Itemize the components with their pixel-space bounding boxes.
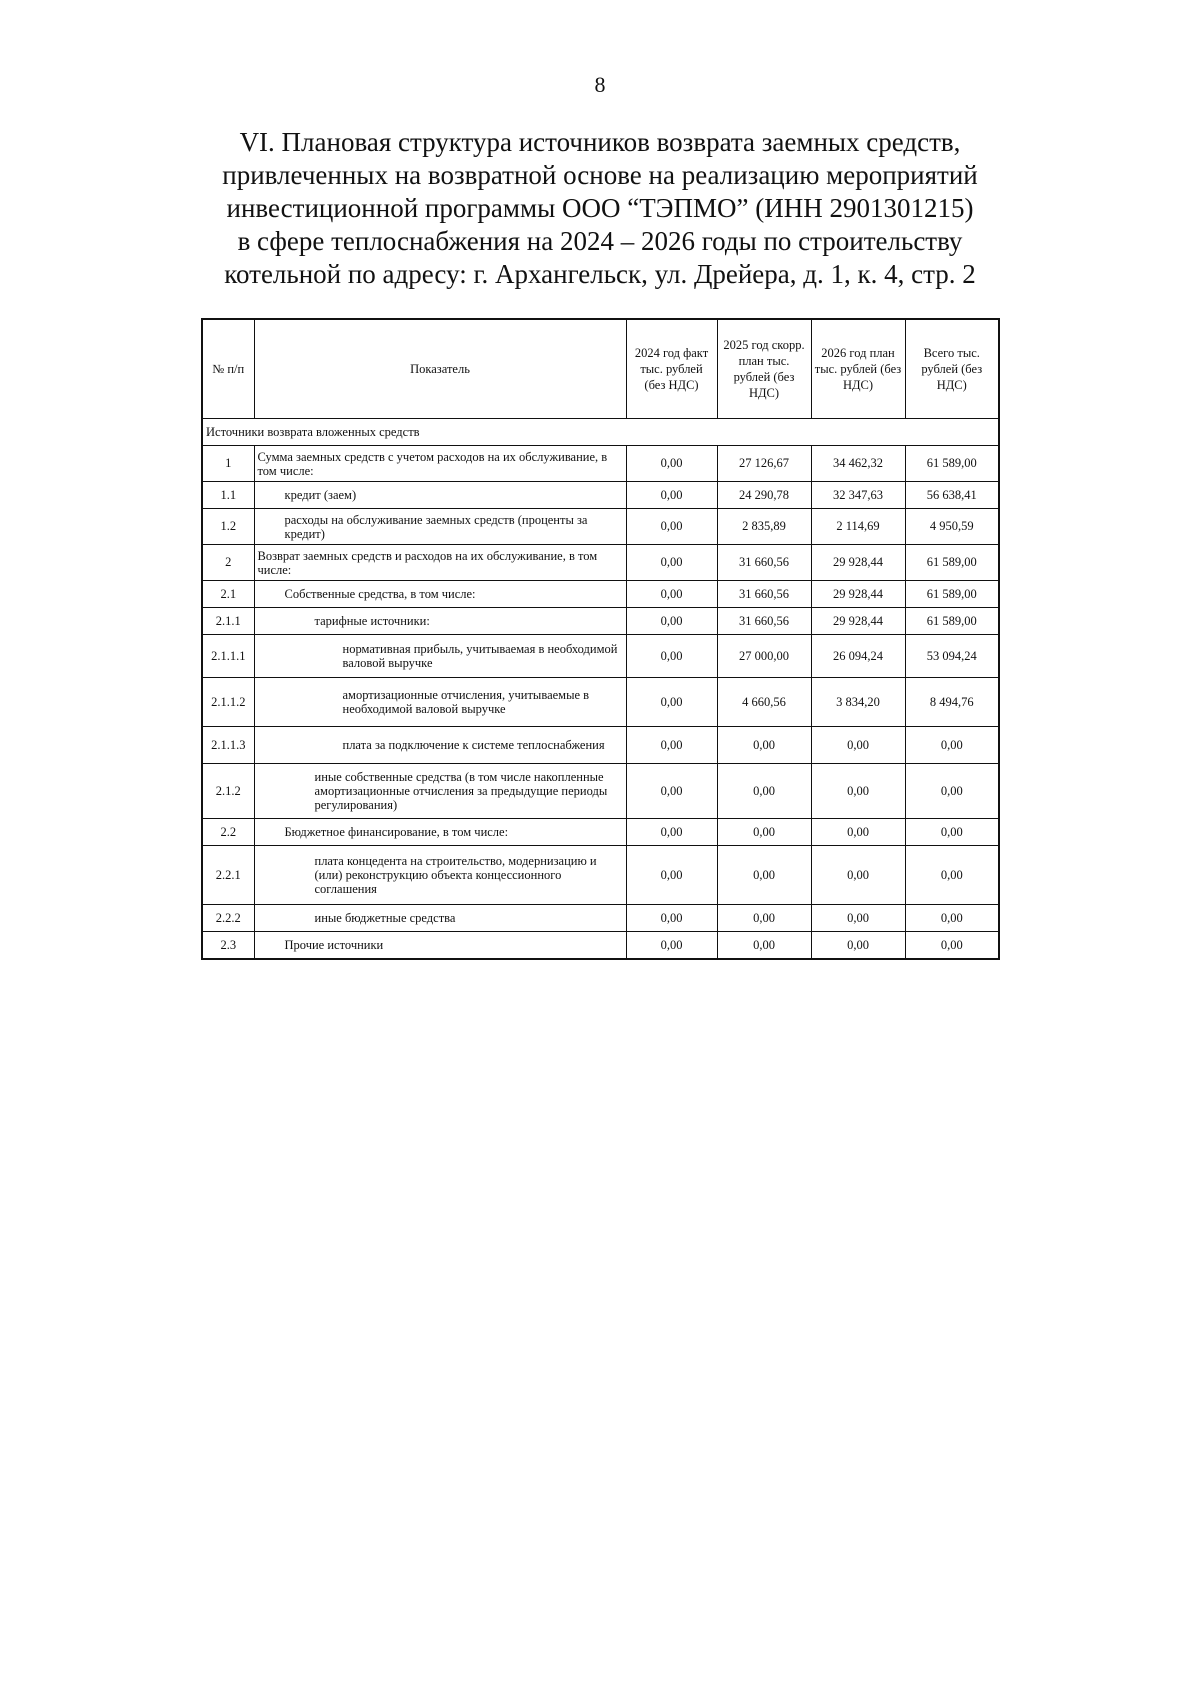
table-row: [202, 581, 999, 608]
row-value-2024: 0,00: [626, 635, 717, 678]
row-number: 2.1.1: [202, 608, 254, 635]
row-value-2026: 0,00: [811, 727, 905, 764]
row-value-2026: 29 928,44: [811, 608, 905, 635]
header-num: № п/п: [202, 319, 254, 419]
row-value-2025: 27 126,67: [717, 446, 811, 482]
row-indicator: кредит (заем): [254, 482, 626, 509]
title-line: VI. Плановая структура источников возврата заемных средств,: [239, 127, 961, 157]
row-indicator: Собственные средства, в том числе:: [254, 581, 626, 608]
table-header-row: [202, 319, 999, 419]
row-number: 2.1: [202, 581, 254, 608]
row-number: 2.1.1.3: [202, 727, 254, 764]
row-number: 2.2: [202, 819, 254, 846]
row-value-2024: 0,00: [626, 446, 717, 482]
row-value-2026: 2 114,69: [811, 509, 905, 545]
row-value-total: 0,00: [905, 764, 999, 819]
row-value-2025: 4 660,56: [717, 678, 811, 727]
row-number: 2.3: [202, 932, 254, 960]
section-label: Источники возврата вложенных средств: [202, 419, 999, 446]
row-value-2025: 0,00: [717, 905, 811, 932]
row-value-2025: 2 835,89: [717, 509, 811, 545]
table-row: [202, 509, 999, 545]
title-line: инвестиционной программы ООО “ТЭПМО” (ИНН 2901301215): [226, 193, 974, 223]
row-value-2024: 0,00: [626, 727, 717, 764]
title-line: котельной по адресу: г. Архангельск, ул. Дрейера, д. 1, к. 4, стр. 2: [224, 259, 976, 289]
table-row: [202, 764, 999, 819]
row-value-2026: 0,00: [811, 764, 905, 819]
row-value-2024: 0,00: [626, 819, 717, 846]
row-indicator: амортизационные отчисления, учитываемые в необходимой валовой выручке: [254, 678, 626, 727]
header-total: Всего тыс. рублей (без НДС): [905, 319, 999, 419]
row-value-2024: 0,00: [626, 678, 717, 727]
row-value-total: 53 094,24: [905, 635, 999, 678]
row-value-2024: 0,00: [626, 905, 717, 932]
row-value-2026: 0,00: [811, 846, 905, 905]
table-row: [202, 545, 999, 581]
table-row: [202, 482, 999, 509]
row-value-2025: 31 660,56: [717, 545, 811, 581]
row-indicator: Сумма заемных средств с учетом расходов на их обслуживание, в том числе:: [254, 446, 626, 482]
row-indicator: Возврат заемных средств и расходов на их обслуживание, в том числе:: [254, 545, 626, 581]
row-number: 2: [202, 545, 254, 581]
table-row: [202, 635, 999, 678]
row-value-2024: 0,00: [626, 509, 717, 545]
row-value-2026: 3 834,20: [811, 678, 905, 727]
page-number: 8: [594, 72, 606, 97]
row-value-total: 0,00: [905, 727, 999, 764]
row-value-2024: 0,00: [626, 545, 717, 581]
header-2026: 2026 год план тыс. рублей (без НДС): [811, 319, 905, 419]
row-value-2025: 31 660,56: [717, 581, 811, 608]
section-row: [202, 419, 999, 446]
header-indicator: Показатель: [254, 319, 626, 419]
row-value-2025: 0,00: [717, 764, 811, 819]
row-number: 1.2: [202, 509, 254, 545]
row-value-2024: 0,00: [626, 581, 717, 608]
row-value-2025: 0,00: [717, 846, 811, 905]
row-value-total: 56 638,41: [905, 482, 999, 509]
row-value-2025: 27 000,00: [717, 635, 811, 678]
row-value-2025: 0,00: [717, 932, 811, 960]
row-value-total: 61 589,00: [905, 581, 999, 608]
row-indicator: плата за подключение к системе теплоснабжения: [254, 727, 626, 764]
row-value-total: 61 589,00: [905, 608, 999, 635]
row-value-2024: 0,00: [626, 932, 717, 960]
title-line: привлеченных на возвратной основе на реализацию мероприятий: [222, 160, 978, 190]
table-row: [202, 446, 999, 482]
row-indicator: Бюджетное финансирование, в том числе:: [254, 819, 626, 846]
header-2025: 2025 год скорр. план тыс. рублей (без НДС): [717, 319, 811, 419]
document-title: [180, 126, 1020, 291]
table-row: [202, 608, 999, 635]
row-number: 1: [202, 446, 254, 482]
row-value-2024: 0,00: [626, 764, 717, 819]
row-indicator: иные собственные средства (в том числе накопленные амортизационные отчисления за предыдущие периоды регулирования): [254, 764, 626, 819]
row-value-total: 61 589,00: [905, 545, 999, 581]
row-number: 2.1.2: [202, 764, 254, 819]
table-row: [202, 905, 999, 932]
row-value-total: 0,00: [905, 819, 999, 846]
row-value-2026: 34 462,32: [811, 446, 905, 482]
row-value-2026: 0,00: [811, 932, 905, 960]
row-indicator: нормативная прибыль, учитываемая в необходимой валовой выручке: [254, 635, 626, 678]
row-value-2024: 0,00: [626, 608, 717, 635]
row-value-2025: 24 290,78: [717, 482, 811, 509]
row-indicator: Прочие источники: [254, 932, 626, 960]
row-value-2026: 0,00: [811, 905, 905, 932]
row-number: 2.2.2: [202, 905, 254, 932]
row-value-2025: 0,00: [717, 819, 811, 846]
title-line: в сфере теплоснабжения на 2024 – 2026 годы по строительству: [237, 226, 963, 256]
table-row: [202, 819, 999, 846]
row-value-2024: 0,00: [626, 846, 717, 905]
row-value-total: 8 494,76: [905, 678, 999, 727]
row-value-2025: 0,00: [717, 727, 811, 764]
row-indicator: расходы на обслуживание заемных средств (проценты за кредит): [254, 509, 626, 545]
row-value-2026: 29 928,44: [811, 581, 905, 608]
table-row: [202, 678, 999, 727]
row-number: 2.1.1.1: [202, 635, 254, 678]
row-value-2025: 31 660,56: [717, 608, 811, 635]
header-2024: 2024 год факт тыс. рублей (без НДС): [626, 319, 717, 419]
row-value-2026: 32 347,63: [811, 482, 905, 509]
row-value-total: 61 589,00: [905, 446, 999, 482]
row-number: 1.1: [202, 482, 254, 509]
row-number: 2.1.1.2: [202, 678, 254, 727]
row-value-2026: 0,00: [811, 819, 905, 846]
row-value-total: 0,00: [905, 905, 999, 932]
row-value-total: 4 950,59: [905, 509, 999, 545]
row-value-2026: 26 094,24: [811, 635, 905, 678]
row-indicator: тарифные источники:: [254, 608, 626, 635]
row-value-total: 0,00: [905, 932, 999, 960]
row-value-2026: 29 928,44: [811, 545, 905, 581]
sources-table: [201, 318, 1000, 960]
table-row: [202, 727, 999, 764]
table-row: [202, 932, 999, 960]
row-indicator: плата концедента на строительство, модернизацию и (или) реконструкцию объекта концессионного соглашения: [254, 846, 626, 905]
row-number: 2.2.1: [202, 846, 254, 905]
row-value-total: 0,00: [905, 846, 999, 905]
table-row: [202, 846, 999, 905]
row-indicator: иные бюджетные средства: [254, 905, 626, 932]
row-value-2024: 0,00: [626, 482, 717, 509]
